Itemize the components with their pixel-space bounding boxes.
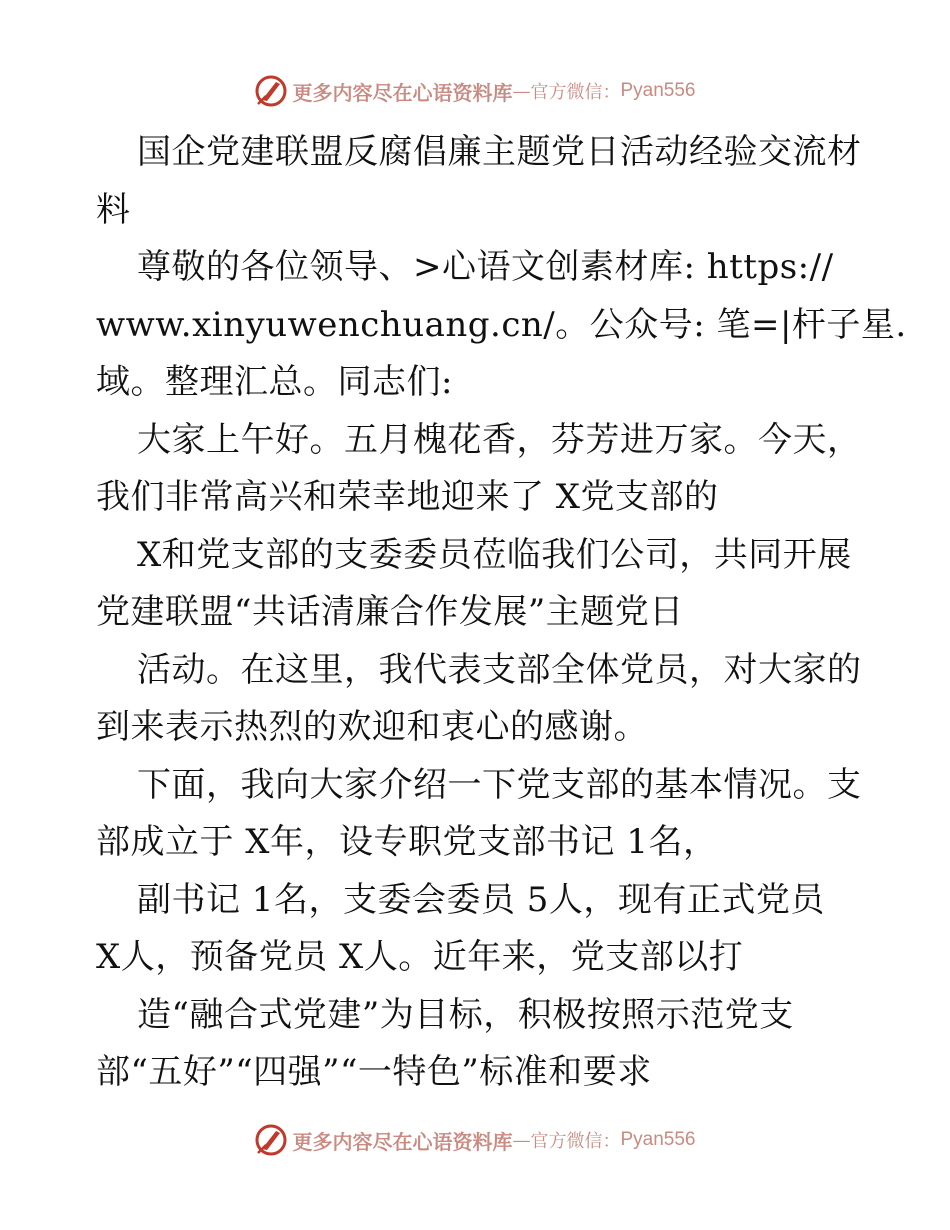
banner-dash: — <box>512 80 531 102</box>
text-line: X人，预备党员 X人。近年来，党支部以打 <box>96 937 744 977</box>
document-body <box>96 124 907 1102</box>
text-line: 到来表示热烈的欢迎和衷心的感谢。 <box>96 707 648 747</box>
feather-logo-icon <box>254 74 288 108</box>
text-line: X和党支部的支委委员莅临我们公司，共同开展 <box>137 534 852 575</box>
banner-main-text: 更多内容尽在心语资料库 <box>292 1129 513 1154</box>
text-line: 副书记 1名，支委会委员 5人，现有正式党员 <box>137 879 825 920</box>
feather-logo-icon <box>254 1123 288 1157</box>
text-line: 造“融合式党建”为目标，积极按照示范党支 <box>137 994 794 1035</box>
text-line: 料 <box>96 189 131 230</box>
text-line: 下面，我向大家介绍一下党支部的基本情况。支 <box>137 764 862 805</box>
text-line: 活动。在这里，我代表支部全体党员，对大家的 <box>137 649 862 690</box>
text-line: 尊敬的各位领导、>心语文创素材库: https:// <box>137 247 834 287</box>
banner-dash: — <box>512 1129 531 1151</box>
banner-official-label: 官方微信： <box>530 82 621 103</box>
banner-wechat-id: Pyan556 <box>620 80 696 101</box>
text-line: 党建联盟“共话清廉合作发展”主题党日 <box>96 592 684 632</box>
header-banner <box>0 73 950 109</box>
text-line: 我们非常高兴和荣幸地迎来了 X党支部的 <box>96 477 719 517</box>
banner-main-text: 更多内容尽在心语资料库 <box>292 80 513 105</box>
footer-banner <box>0 1122 950 1158</box>
banner-official-label: 官方微信： <box>530 1131 621 1152</box>
text-line: 域。整理汇总。同志们: <box>96 362 453 402</box>
text-line: 国企党建联盟反腐倡廉主题党日活动经验交流材 <box>137 132 862 172</box>
text-line: 部“五好”“四强”“一特色”标准和要求 <box>96 1052 652 1092</box>
text-line: 大家上午好。五月槐花香，芬芳进万家。今天， <box>137 419 862 460</box>
text-line: www.xinyuwenchuang.cn/。公众号: 笔=|杆子星. <box>96 304 907 345</box>
text-line: 部成立于 X年，设专职党支部书记 1名， <box>96 822 718 862</box>
banner-wechat-id: Pyan556 <box>620 1129 696 1150</box>
